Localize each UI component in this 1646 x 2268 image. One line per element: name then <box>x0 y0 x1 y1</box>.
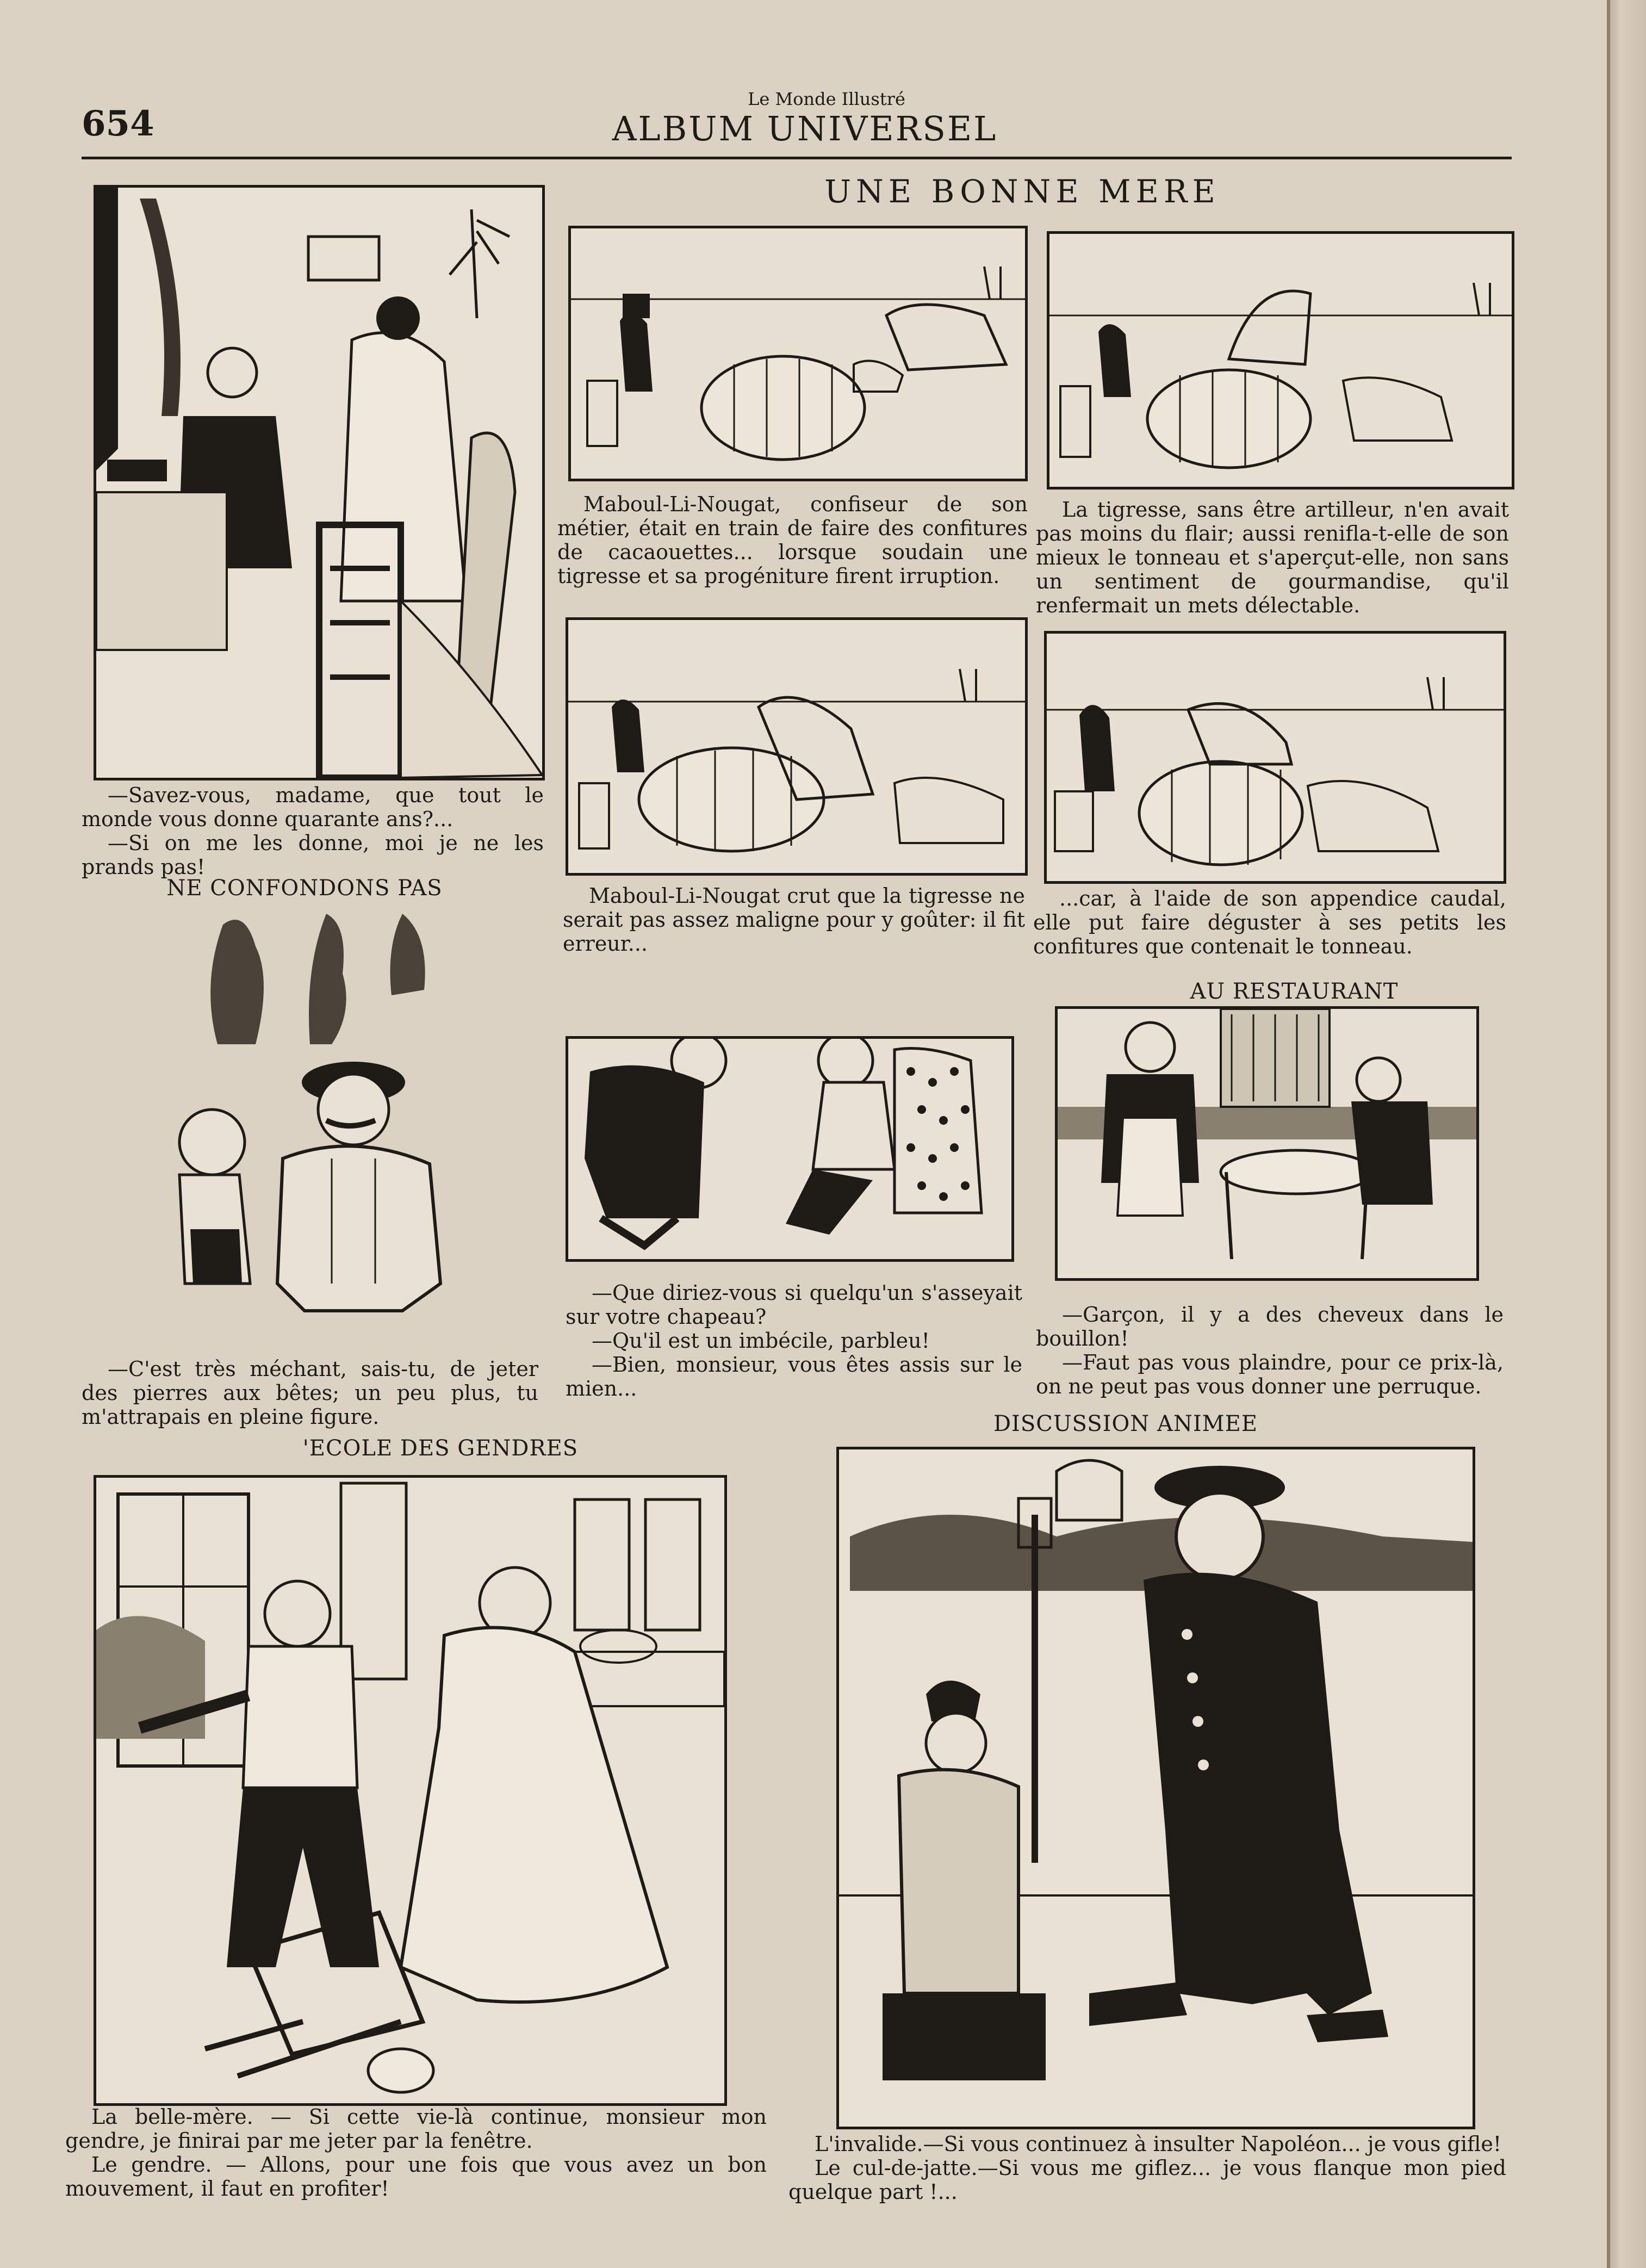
panel-bonne-mere-3 <box>566 617 1028 876</box>
title-une-bonne-mere: UNE BONNE MERE <box>824 173 1220 210</box>
panel-bonne-mere-1 <box>568 226 1028 481</box>
illustration-chapeau <box>566 1036 1014 1262</box>
caption-au-restaurant <box>1036 1303 1504 1398</box>
dialogue-line: L'invalide.—Si vous continuez à insulter Napoléon... je vous gifle! <box>815 2132 1502 2156</box>
illustration-discussion-animee <box>836 1447 1475 2129</box>
caption-bonne-mere-3 <box>563 884 1025 956</box>
title-ecole-des-gendres: 'ECOLE DES GENDRES <box>302 1436 579 1461</box>
caption-text: Maboul-Li-Nougat, confiseur de son métier, était en train de faire des confitures de cacaouettes... lorsque soudain une tigresse et sa progéniture firent irruption. <box>557 492 1028 588</box>
panel-bonne-mere-2 <box>1047 231 1514 489</box>
panel-bonne-mere-4 <box>1044 631 1506 884</box>
dialogue-line: —Bien, monsieur, vous êtes assis sur le mien... <box>566 1353 1022 1401</box>
caption-text: Maboul-Li-Nougat crut que la tigresse ne serait pas assez maligne pour y goûter: il fit erreur... <box>563 884 1025 956</box>
binding-gutter <box>1607 0 1646 2268</box>
page-number: 654 <box>82 103 154 144</box>
dialogue-line: —Que diriez-vous si quelqu'un s'asseyait sur votre chapeau? <box>566 1281 1022 1329</box>
caption-bonne-mere-4 <box>1033 887 1506 958</box>
caption-text: La tigresse, sans être artilleur, n'en avait pas moins du flair; aussi renifla-t-elle de son mieux le tonneau et s'aperçut-elle, non sans un sentiment de gourmandise, qu'il renfermait un mets délectable. <box>1036 498 1509 617</box>
caption-ecole-des-gendres <box>65 2105 767 2201</box>
dialogue-line: —Savez-vous, madame, que tout le monde vous donne quarante ans?... <box>82 783 544 831</box>
caption-discussion-animee <box>788 2132 1506 2204</box>
caption-ne-confondons-pas <box>82 1357 538 1429</box>
masthead-title: ALBUM UNIVERSEL <box>612 109 998 148</box>
dialogue-line: —Qu'il est un imbécile, parbleu! <box>592 1329 930 1353</box>
caption-text: ...car, à l'aide de son appendice caudal, elle put faire déguster à ses petits les confitures que contenait le tonneau. <box>1033 887 1506 958</box>
masthead-supertitle: Le Monde Illustré <box>748 89 905 109</box>
dialogue-line: Le gendre. — Allons, pour une fois que vous avez un bon mouvement, il faut en profiter! <box>65 2153 767 2201</box>
caption-chapeau <box>566 1281 1022 1401</box>
dialogue-line: —Garçon, il y a des cheveux dans le bouillon! <box>1036 1303 1504 1350</box>
dialogue-line: Le cul-de-jatte.—Si vous me giflez... je vous flanque mon pied quelque part !... <box>788 2156 1506 2204</box>
title-au-restaurant: AU RESTAURANT <box>1190 979 1399 1004</box>
caption-bonne-mere-1 <box>557 492 1028 588</box>
dialogue-line: —Faut pas vous plaindre, pour ce prix-là, on ne peut pas vous donner une perruque. <box>1036 1350 1504 1398</box>
dialogue-line: —Si on me les donne, moi je ne les prands pas! <box>82 831 544 879</box>
caption-text: —C'est très méchant, sais-tu, de jeter des pierres aux bêtes; un peu plus, tu m'attrapais en pleine figure. <box>82 1357 538 1429</box>
caption-quarante-ans <box>82 783 544 879</box>
header-rule <box>82 157 1512 159</box>
illustration-ne-confondons-pas <box>147 903 495 1333</box>
title-discussion-animee: DISCUSSION ANIMEE <box>993 1411 1258 1436</box>
dialogue-line: La belle-mère. — Si cette vie-là continue, monsieur mon gendre, je finirai par me jeter par la fenêtre. <box>65 2105 767 2153</box>
caption-bonne-mere-2 <box>1036 498 1509 617</box>
illustration-quarante-ans <box>94 185 545 780</box>
title-ne-confondons-pas: NE CONFONDONS PAS <box>166 876 443 901</box>
illustration-ecole-des-gendres <box>94 1475 727 2106</box>
illustration-au-restaurant <box>1055 1006 1479 1281</box>
